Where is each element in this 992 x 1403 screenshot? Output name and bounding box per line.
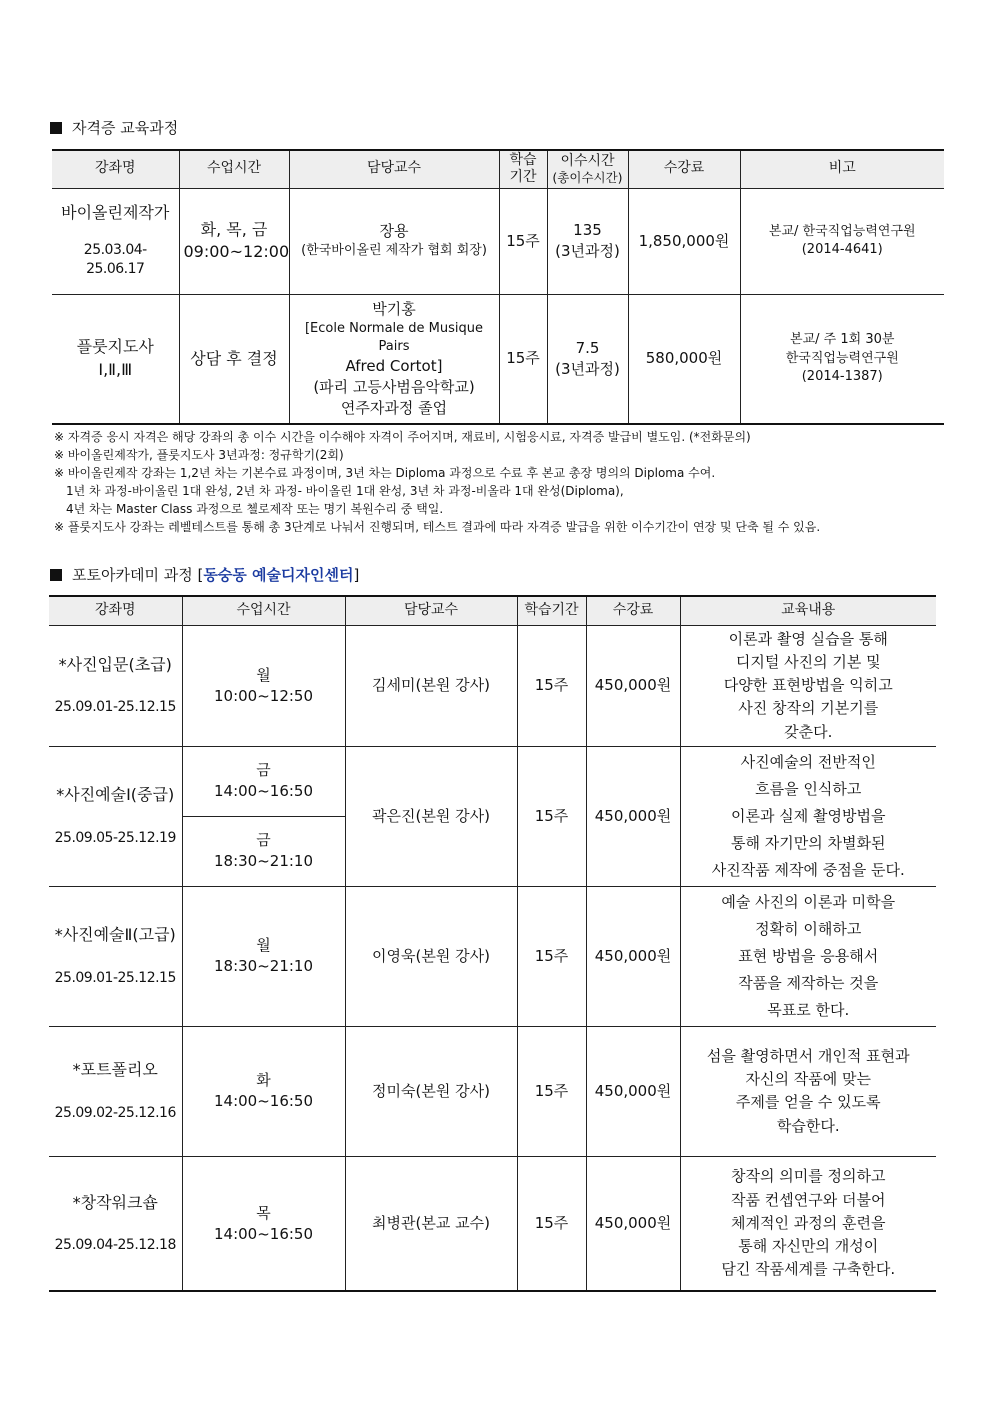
content-line: 다양한 표현방법을 익히고 [723,676,893,694]
class-day: 월 [256,665,271,684]
content-line: 목표로 한다. [767,1000,850,1019]
content-line: 작품 컨셉연구와 더불어 [731,1190,886,1209]
hours-cell [547,188,628,294]
prof-name: 장용 [379,222,409,241]
section-title-photo [50,564,359,585]
content-cell [680,746,936,886]
note-line: 본교/ 주 1회 30분 [790,332,895,348]
note-item: ※ 바이올린제작 강좌는 1,2년 차는 기본수료 과정이며, 3년 차는 Diploma 과정으로 수료 후 본교 총장 명의의 Diploma 수여. [54,466,716,480]
time-cell [182,625,345,746]
fee-cell: 450,000원 [586,1026,680,1156]
class-time: 18:30~21:10 [213,957,314,976]
content-cell [680,1026,936,1156]
fee-cell: 450,000원 [586,625,680,746]
header-prof: 담당교수 [345,596,517,625]
class-day: 월 [256,936,271,955]
prof-cell [289,188,499,294]
course-name: 플룻지도사 [76,337,154,357]
section-title-prefix: 포토아카데미 과정 [ [72,566,204,584]
content-line: 흐름을 인식하고 [755,779,862,798]
prof-cell: 김세미(본원 강사) [345,625,517,746]
certificate-course-table [52,149,944,425]
class-time: 14:00~16:50 [213,1092,314,1111]
content-line: 표현 방법을 응용해서 [738,946,879,965]
class-time: 18:30~21:10 [213,852,314,871]
content-line: 예술 사진의 이론과 미학을 [721,892,896,911]
header-course: 강좌명 [52,150,179,188]
note-line: 본교/ 한국직업능력연구원 [768,223,916,239]
period-cell: 15주 [517,886,586,1026]
note-item: ※ 바이올린제작가, 플룻지도사 3년과정: 정규학기(2회) [54,448,344,462]
table-row [52,294,944,424]
course-date: 25.09.01-25.12.15 [54,699,176,716]
header-hours-l2: (총이수시간) [552,170,623,186]
course-name: *포트폴리오 [72,1060,158,1080]
content-line: 사진예술의 전반적인 [740,752,876,771]
note-item: 4년 차는 Master Class 과정으로 첼로제작 또는 명기 복원수리 중 택일. [66,502,444,516]
course-name: *사진입문(초급) [58,654,172,674]
content-cell [680,886,936,1026]
note-line: (2014-1387) [801,368,883,384]
course-name-cell [52,294,179,424]
course-name: *사진예술Ⅱ(고급) [54,925,176,945]
period-cell: 15주 [517,746,586,886]
header-hours [547,150,628,188]
hours-note: (3년과정) [555,242,620,260]
course-date: 25.09.04-25.12.18 [54,1236,176,1253]
content-line: 디지털 사진의 기본 및 [735,652,881,671]
content-line: 담긴 작품세계를 구축한다. [721,1260,896,1279]
class-day: 금 [256,761,271,780]
square-bullet-icon [50,122,62,134]
course-date: 25.09.02-25.12.16 [54,1104,176,1121]
content-line: 통해 자기만의 차별화된 [731,833,886,852]
content-line: 갖춘다. [784,722,833,741]
header-period-l1: 학습 [509,152,537,169]
class-day: 금 [256,831,271,850]
hours-note: (3년과정) [555,359,620,378]
content-line: 자신의 작품에 맞는 [745,1070,871,1088]
content-line: 이론과 촬영 실습을 통해 [728,629,888,648]
class-time: 14:00~16:50 [213,782,314,801]
content-cell [680,625,936,746]
fee-cell: 450,000원 [586,1156,680,1291]
time-cell [182,746,345,816]
content-line: 체계적인 과정의 훈련을 [731,1213,886,1232]
note-item: ※ 자격증 응시 자격은 해당 강좌의 총 이수 시간을 이수해야 자격이 주어지며, 재료비, 시험응시료, 자격증 발급비 별도임. (*전화문의) [54,430,751,444]
table-row [49,746,936,816]
content-line: 학습한다. [776,1116,840,1135]
course-date: 25.09.01-25.12.15 [54,969,176,986]
square-bullet-icon [50,569,62,581]
class-time: 10:00~12:50 [213,686,314,705]
time-cell [179,188,289,294]
prof-course: 연주자과정 졸업 [340,398,448,417]
header-fee: 수강료 [586,596,680,625]
prof-school: [Ecole Normale de Musique Pairs [304,320,483,354]
prof-cell: 곽은진(본원 강사) [345,746,517,886]
note-cell [740,188,944,294]
header-note: 비고 [740,150,944,188]
prof-cell: 이영욱(본원 강사) [345,886,517,1026]
time-days: 화, 목, 금 [200,219,268,239]
content-line: 사진작품 제작에 중점을 둔다. [711,860,905,879]
content-line: 작품을 제작하는 것을 [738,973,879,992]
section-title-certificate [50,117,178,138]
section-title-highlight: 동숭동 예술디자인센터 [203,566,354,584]
prof-cell: 최병관(본교 교수) [345,1156,517,1291]
hours-cell [547,294,628,424]
header-period: 학습기간 [517,596,586,625]
note-item: 1년 차 과정-바이올린 1대 완성, 2년 차 과정- 바이올린 1대 완성, 3년 차 과정-비올라 1대 완성(Diploma), [66,484,624,498]
content-line: 정확히 이해하고 [755,919,862,938]
hours-value: 7.5 [575,338,600,357]
content-cell [680,1156,936,1291]
content-line: 주제를 얻을 수 있도록 [735,1093,881,1112]
section-title-text: 자격증 교육과정 [72,119,179,137]
time-cell [182,1156,345,1291]
time-cell [182,886,345,1026]
class-time: 14:00~16:50 [213,1224,314,1243]
note-line: 한국직업능력연구원 [785,350,899,366]
table-header-row [52,150,944,188]
header-content: 교육내용 [680,596,936,625]
content-line: 섬을 촬영하면서 개인적 표현과 [706,1046,910,1065]
table-row [49,625,936,746]
table-header-row [49,596,936,625]
fee-cell: 580,000원 [628,294,740,424]
section-title-suffix: ] [353,565,360,584]
time-cell [182,1026,345,1156]
period-cell: 15주 [517,625,586,746]
period-cell: 15주 [517,1026,586,1156]
notes-block [54,428,954,536]
time-cell: 상담 후 결정 [179,294,289,424]
header-time: 수업시간 [179,150,289,188]
course-name: *사진예술Ⅰ(중급) [56,785,175,805]
prof-affiliation: (한국바이올린 제작가 협회 회장) [301,243,487,259]
header-period [499,150,547,188]
period-cell: 15주 [499,294,547,424]
course-date: 25.09.05-25.12.19 [54,829,176,846]
course-level: Ⅰ,Ⅱ,Ⅲ [98,359,133,379]
fee-cell: 450,000원 [586,746,680,886]
class-day: 화 [256,1071,271,1090]
table-row [52,188,944,294]
course-name-cell [49,746,182,886]
course-name-cell [52,188,179,294]
table-row [49,1026,936,1156]
prof-name: 박기홍 [372,299,416,318]
course-name-cell [49,1156,182,1291]
note-cell [740,294,944,424]
prof-cell [289,294,499,424]
content-line: 통해 자신만의 개성이 [738,1237,879,1256]
course-name-cell [49,625,182,746]
table-row [49,886,936,1026]
course-name-cell [49,1026,182,1156]
header-time: 수업시간 [182,596,345,625]
header-fee: 수강료 [628,150,740,188]
note-item: ※ 플룻지도사 강좌는 레벨테스트를 통해 총 3단계로 나눠서 진행되며, 테스트 결과에 따라 자격증 발급을 위한 이수기간이 연장 및 단축 될 수 있음. [54,520,821,534]
course-name-cell [49,886,182,1026]
note-line: (2014-4641) [801,242,883,257]
period-cell: 15주 [517,1156,586,1291]
period-cell: 15주 [499,188,547,294]
prof-school: Afred Cortot] [345,356,443,375]
photo-academy-table [49,595,936,1292]
course-name: *창작워크숍 [72,1192,158,1212]
time-hours: 09:00~12:00 [183,242,290,261]
header-prof: 담당교수 [289,150,499,188]
header-course: 강좌명 [49,596,182,625]
class-day: 목 [256,1203,271,1222]
fee-cell: 1,850,000원 [628,188,740,294]
time-cell [182,816,345,886]
course-date: 25.03.04-25.06.17 [83,241,147,278]
prof-school-kr: (파리 고등사범음악학교) [313,377,475,396]
content-line: 이론과 실제 촬영방법을 [731,806,886,825]
content-line: 창작의 의미를 정의하고 [731,1167,886,1186]
prof-cell: 정미숙(본원 강사) [345,1026,517,1156]
header-hours-l1: 이수시간 [560,153,615,170]
table-row [49,1156,936,1291]
header-period-l2: 기간 [509,169,537,186]
fee-cell: 450,000원 [586,886,680,1026]
course-name: 바이올린제작가 [61,203,170,223]
content-line: 사진 창작의 기본기를 [738,699,879,718]
hours-value: 135 [573,221,602,239]
